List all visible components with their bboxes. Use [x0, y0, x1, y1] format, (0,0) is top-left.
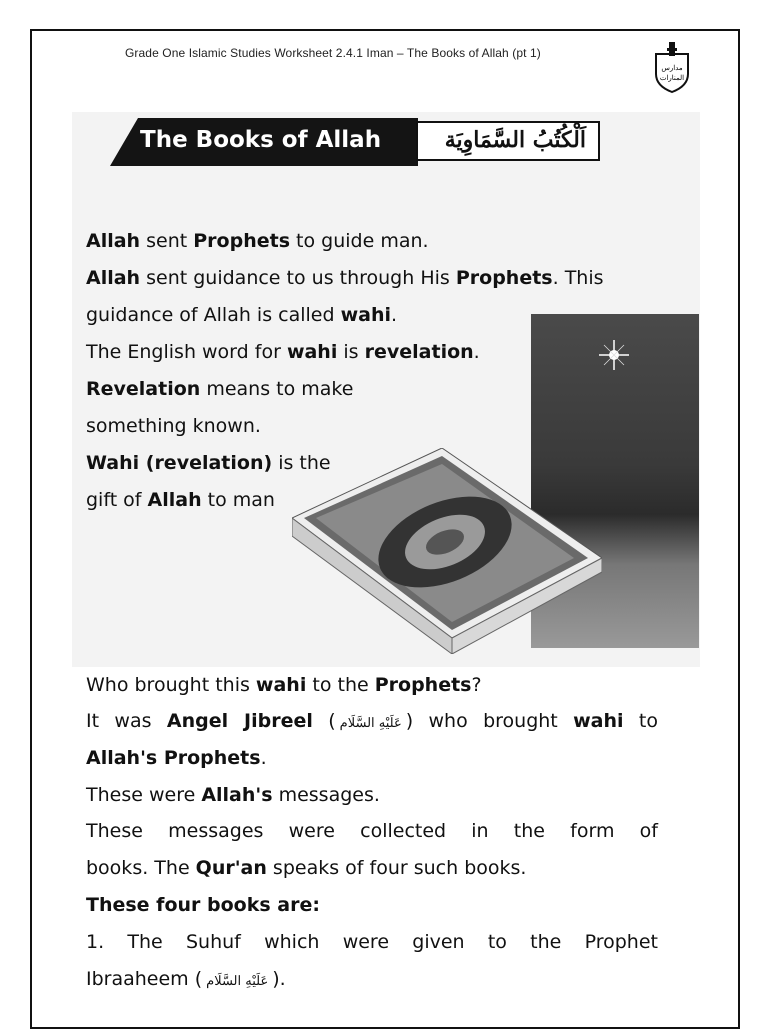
bold-text-run: Revelation — [86, 378, 201, 400]
bold-text-run: wahi — [573, 710, 624, 732]
bold-text-run: Prophets — [193, 230, 291, 252]
quran-book-image — [292, 448, 602, 654]
title-arabic-box — [416, 121, 600, 161]
book-item-1-line-2 — [86, 961, 658, 1001]
bold-text-run: Allah — [86, 230, 141, 252]
book-item-1-line-1 — [86, 924, 658, 961]
text-run: . — [473, 341, 480, 363]
text-run: sent — [140, 230, 194, 252]
bold-text-run: These four books are: — [86, 894, 320, 916]
bold-text-run: Wahi (revelation) — [86, 452, 273, 474]
text-run: These messages were collected in the form of — [86, 820, 658, 842]
text-run: speaks of four such books. — [266, 857, 527, 879]
bold-text-run: Prophets — [455, 267, 553, 289]
honorific-text: عَلَيْهِ السَّلَام — [339, 716, 402, 731]
bold-text-run: Allah — [86, 267, 141, 289]
text-run: to guide man. — [290, 230, 429, 252]
answer-line-2 — [86, 740, 658, 777]
book-item-1-name — [86, 968, 202, 990]
text-run: . — [391, 304, 398, 326]
books-heading — [86, 887, 658, 924]
intro-line-2 — [86, 260, 604, 297]
text-run: is the — [272, 452, 331, 474]
intro-line-8 — [86, 482, 275, 519]
text-run: messages. — [272, 784, 380, 806]
text-run: ? — [471, 674, 482, 696]
text-run: The English word for — [86, 341, 287, 363]
bold-text-run: Allah's Prophets — [86, 747, 261, 769]
bold-text-run: Prophets — [374, 674, 472, 696]
answer-line-1-end — [406, 710, 658, 732]
bold-text-run: Allah's — [201, 784, 273, 806]
text-run: books. The — [86, 857, 196, 879]
answer-line-1 — [86, 703, 658, 743]
svg-text:مدارس: مدارس — [661, 64, 683, 72]
text-run: Who brought this — [86, 674, 256, 696]
text-run: means to make — [200, 378, 354, 400]
intro-line-4 — [86, 334, 480, 371]
messages-line-2 — [86, 813, 658, 850]
messages-line-3 — [86, 850, 658, 887]
bold-text-run: wahi — [286, 341, 338, 363]
bold-text-run: wahi — [255, 674, 307, 696]
text-run: guidance of Allah is called — [86, 304, 341, 326]
text-run: ). — [272, 968, 286, 990]
intro-line-3 — [86, 297, 397, 334]
svg-text:المنارات: المنارات — [659, 74, 685, 82]
text-run: It was — [86, 710, 167, 732]
worksheet-header: Grade One Islamic Studies Worksheet 2.4.1 Iman – The Books of Allah (pt 1) — [125, 46, 541, 60]
text-run: ) who brought — [405, 710, 574, 732]
title-english: The Books of Allah — [140, 127, 382, 153]
bold-text-run: wahi — [340, 304, 392, 326]
intro-line-5 — [86, 371, 353, 408]
intro-line-1 — [86, 223, 429, 260]
text-run: to man — [201, 489, 275, 511]
text-run: gift of — [86, 489, 148, 511]
intro-line-7 — [86, 445, 331, 482]
text-run: ( — [312, 710, 336, 732]
title-arabic: اَلْكُتُبُ السَّمَاوِيَة — [444, 127, 586, 153]
text-run: 1. The Suhuf which were given to the Prophet — [86, 931, 658, 953]
text-run: Ibraaheem ( — [86, 968, 203, 990]
text-run: something known. — [86, 415, 261, 437]
bold-text-run: Qur'an — [195, 857, 267, 879]
text-run: to the — [306, 674, 375, 696]
messages-line-1 — [86, 777, 658, 814]
text-run: . — [260, 747, 267, 769]
intro-line-6 — [86, 408, 261, 445]
question-line — [86, 667, 658, 704]
text-run: . This — [552, 267, 604, 289]
honorific-text-2: عَلَيْهِ السَّلَام — [206, 974, 269, 989]
text-run: to — [623, 710, 658, 732]
bold-text-run: Allah — [147, 489, 202, 511]
book-item-1-end — [272, 968, 285, 990]
bold-text-run: Angel Jibreel — [166, 710, 313, 732]
text-run: is — [337, 341, 365, 363]
answer-line-1-start — [86, 710, 336, 732]
school-crest-icon — [650, 40, 694, 94]
text-run: sent guidance to us through His — [140, 267, 456, 289]
star-icon — [599, 340, 629, 370]
text-run: These were — [86, 784, 202, 806]
title-banner — [110, 118, 600, 166]
bold-text-run: revelation — [364, 341, 474, 363]
